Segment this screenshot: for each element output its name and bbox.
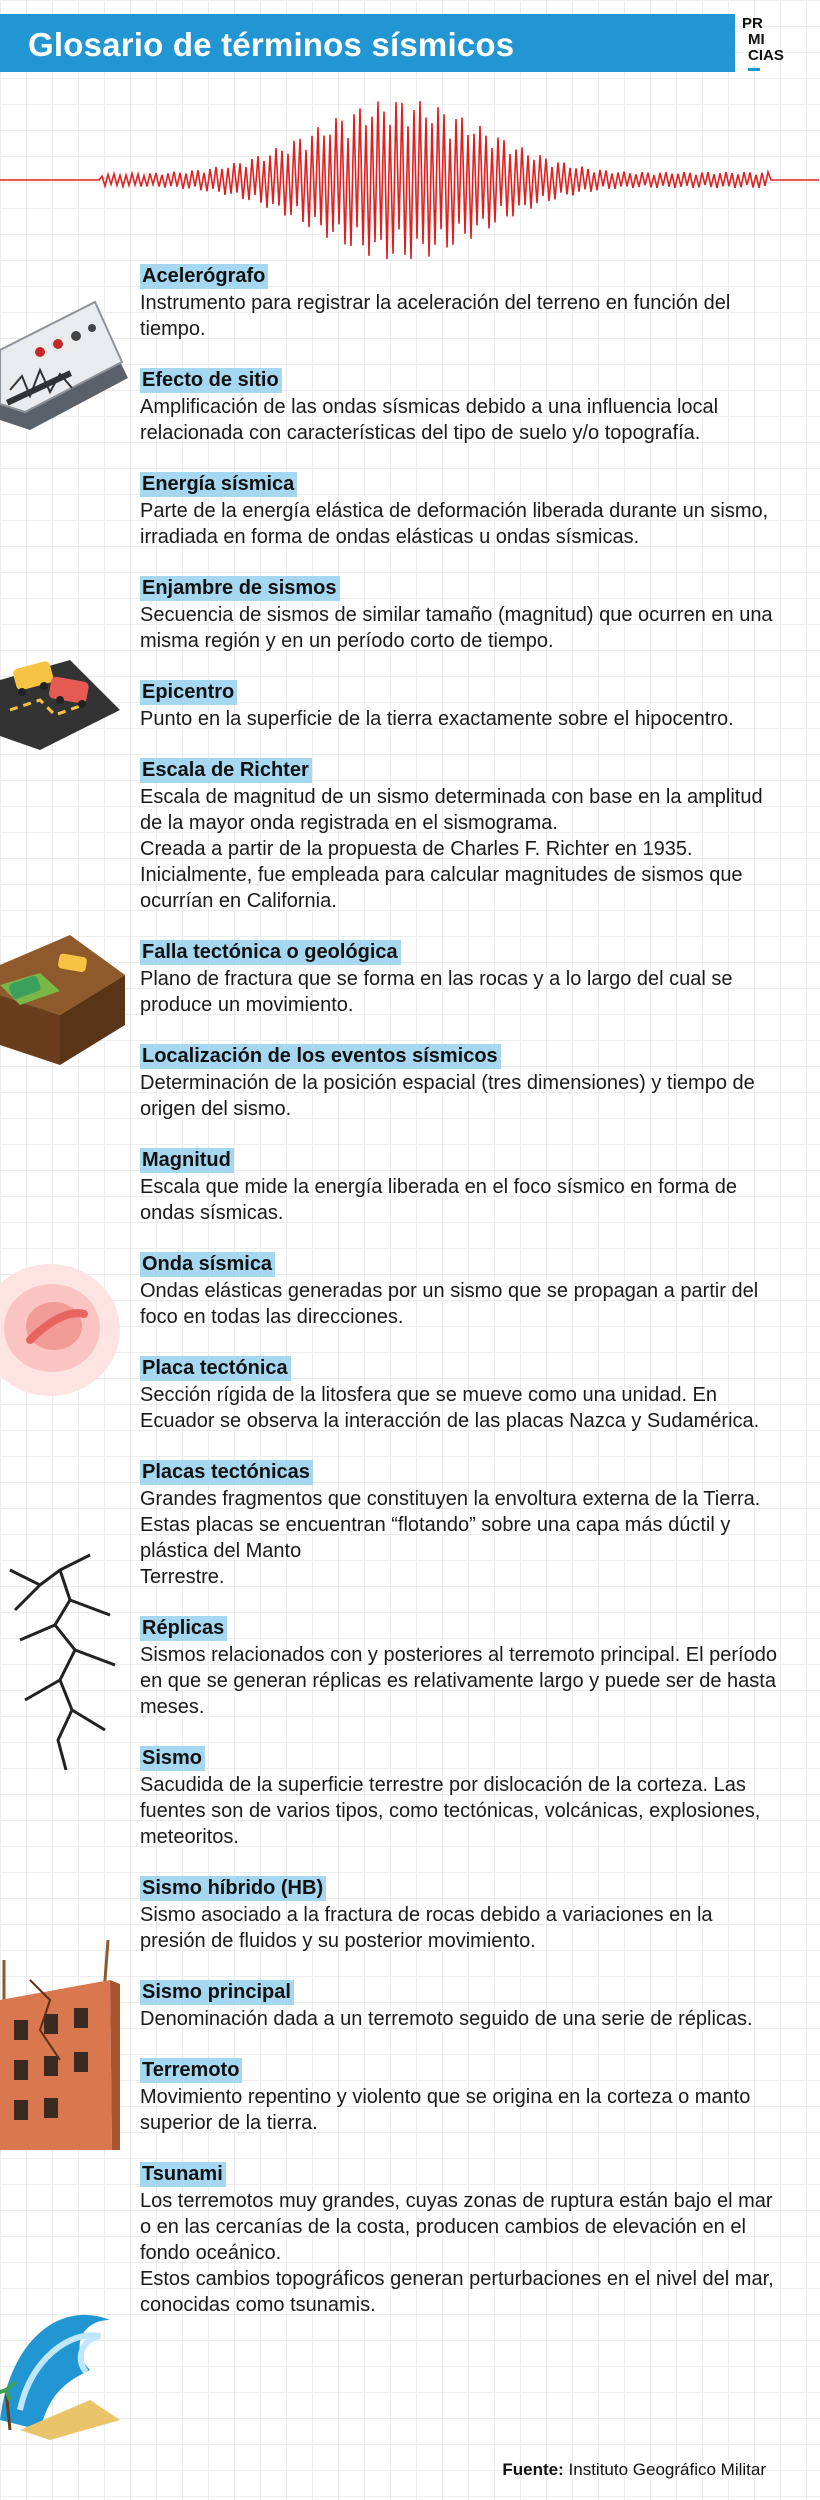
glossary-definition [140, 290, 780, 342]
definition-line: Grandes fragmentos que constituyen la envoltura externa de la Tierra. Estas placas se encuentran “flotando” sobre una capa más dúctil y plástica del Manto [140, 1488, 761, 1562]
logo-line-3: CIAS [748, 47, 784, 64]
glossary-definition [140, 784, 780, 914]
glossary-term: Escala de Richter [140, 758, 312, 783]
tsunami-wave-icon [0, 2280, 120, 2440]
logo-line-2: MI [748, 31, 765, 48]
logo-underline [748, 68, 760, 71]
glossary-definition [140, 1382, 780, 1434]
definition-line: Ondas elásticas generadas por un sismo que se propagan a partir del foco en todas las direcciones. [140, 1280, 759, 1328]
fault-terrain-icon [0, 925, 125, 1075]
glossary-entry [140, 264, 780, 342]
glossary-entry [140, 1460, 780, 1590]
damaged-building-icon [0, 1940, 120, 2150]
glossary-definition [140, 394, 780, 446]
source-label: Fuente: [502, 2460, 564, 2479]
source-text: Instituto Geográfico Militar [568, 2460, 766, 2479]
definition-line: Denominación dada a un terremoto seguido de una serie de réplicas. [140, 2008, 753, 2030]
definition-line: Sacudida de la superficie terrestre por dislocación de la corteza. Las fuentes son de varios tipos, como tectónicas, volcánicas, explosiones, meteoritos. [140, 1774, 761, 1848]
ground-crack-icon [0, 1540, 130, 1800]
glossary-entry [140, 680, 780, 732]
glossary-term: Enjambre de sismos [140, 576, 340, 601]
glossary-term: Falla tectónica o geológica [140, 940, 401, 965]
definition-line: Escala que mide la energía liberada en el foco sísmico en forma de ondas sísmicas. [140, 1176, 738, 1224]
definition-line: Punto en la superficie de la tierra exactamente sobre el hipocentro. [140, 708, 734, 730]
glossary-entry [140, 1616, 780, 1720]
definition-line: Amplificación de las ondas sísmicas debido a una influencia local relacionada con características del tipo de suelo y/o topografía. [140, 396, 719, 444]
definition-line: Escala de magnitud de un sismo determinada con base en la amplitud de la mayor onda registrada en el sismograma. [140, 786, 763, 834]
glossary-definition [140, 2188, 780, 2318]
glossary-term: Epicentro [140, 680, 237, 705]
definition-line: Sismos relacionados con y posteriores al terremoto principal. El período en que se generan réplicas es relativamente largo y puede ser de hasta meses. [140, 1644, 777, 1718]
glossary-definition [140, 498, 780, 550]
glossary-entry [140, 1980, 780, 2032]
definition-line: Secuencia de sismos de similar tamaño (magnitud) que ocurren en una misma región y en un período corto de tiempo. [140, 604, 773, 652]
logo-line-1: PR [742, 15, 763, 32]
glossary-definition [140, 2084, 780, 2136]
definition-line: Los terremotos muy grandes, cuyas zonas de ruptura están bajo el mar o en las cercanías de la costa, producen cambios de elevación en el fondo oceánico. [140, 2190, 773, 2264]
definition-line: Determinación de la posición espacial (tres dimensiones) y tiempo de origen del sismo. [140, 1072, 755, 1120]
glossary-entry [140, 1148, 780, 1226]
glossary-term: Localización de los eventos sísmicos [140, 1044, 501, 1069]
definition-line: Inicialmente, fue empleada para calcular magnitudes de sismos que ocurrían en California. [140, 864, 743, 912]
definition-line: Movimiento repentino y violento que se origina en la corteza o manto superior de la tierra. [140, 2086, 751, 2134]
glossary-entry [140, 2162, 780, 2318]
glossary-term: Terremoto [140, 2058, 242, 2083]
glossary-definition [140, 706, 780, 732]
glossary-term: Sismo [140, 1746, 205, 1771]
glossary-term: Energía sísmica [140, 472, 297, 497]
glossary-term: Réplicas [140, 1616, 227, 1641]
glossary-term: Tsunami [140, 2162, 226, 2187]
glossary-entry [140, 1356, 780, 1434]
definition-line: Parte de la energía elástica de deformación liberada durante un sismo, irradiada en forma de ondas elásticas u ondas sísmicas. [140, 500, 769, 548]
glossary-definition [140, 1772, 780, 1850]
glossary-entry [140, 368, 780, 446]
glossary-term: Acelerógrafo [140, 264, 268, 289]
glossary-entry [140, 758, 780, 914]
definition-line: Estos cambios topográficos generan perturbaciones en el nivel del mar, conocidas como tsunamis. [140, 2268, 774, 2316]
glossary-entry [140, 1044, 780, 1122]
glossary-term: Efecto de sitio [140, 368, 282, 393]
glossary-entry [140, 2058, 780, 2136]
definition-line: Terrestre. [140, 1566, 225, 1588]
definition-line: Instrumento para registrar la aceleración del terreno en función del tiempo. [140, 292, 731, 340]
glossary-definition [140, 602, 780, 654]
accelerograph-icon [0, 300, 130, 440]
glossary-term: Placas tectónicas [140, 1460, 313, 1485]
source-credit [502, 2460, 766, 2480]
glossary-definition [140, 1174, 780, 1226]
glossary-definition [140, 1278, 780, 1330]
page-title: Glosario de términos sísmicos [28, 26, 515, 63]
title-banner [0, 14, 735, 72]
brand-logo [742, 16, 802, 72]
glossary-definition [140, 1070, 780, 1122]
glossary-term: Sismo principal [140, 1980, 294, 2005]
glossary-term: Placa tectónica [140, 1356, 291, 1381]
glossary-definition [140, 2006, 780, 2032]
glossary-term: Magnitud [140, 1148, 234, 1173]
glossary-entry [140, 1746, 780, 1850]
glossary-definition [140, 1486, 780, 1590]
glossary-entry [140, 1876, 780, 1954]
definition-line: Sección rígida de la litosfera que se mueve como una unidad. En Ecuador se observa la interacción de las placas Nazca y Sudamérica. [140, 1384, 760, 1432]
glossary-definition [140, 1902, 780, 1954]
glossary-entry [140, 576, 780, 654]
definition-line: Plano de fractura que se forma en las rocas y a lo largo del cual se produce un movimiento. [140, 968, 733, 1016]
glossary-entry [140, 472, 780, 550]
seismogram-wave-icon [0, 90, 820, 270]
glossary-definition [140, 1642, 780, 1720]
glossary-definition [140, 966, 780, 1018]
glossary-term: Sismo híbrido (HB) [140, 1876, 326, 1901]
definition-line: Sismo asociado a la fractura de rocas debido a variaciones en la presión de fluidos y su posterior movimiento. [140, 1904, 713, 1952]
glossary-term: Onda sísmica [140, 1252, 275, 1277]
glossary-entry [140, 1252, 780, 1330]
cars-crack-icon [0, 640, 120, 760]
glossary-list [140, 264, 780, 2344]
glossary-entry [140, 940, 780, 1018]
seismic-wave-blob-icon [0, 1250, 120, 1420]
definition-line: Creada a partir de la propuesta de Charles F. Richter en 1935. [140, 838, 693, 860]
